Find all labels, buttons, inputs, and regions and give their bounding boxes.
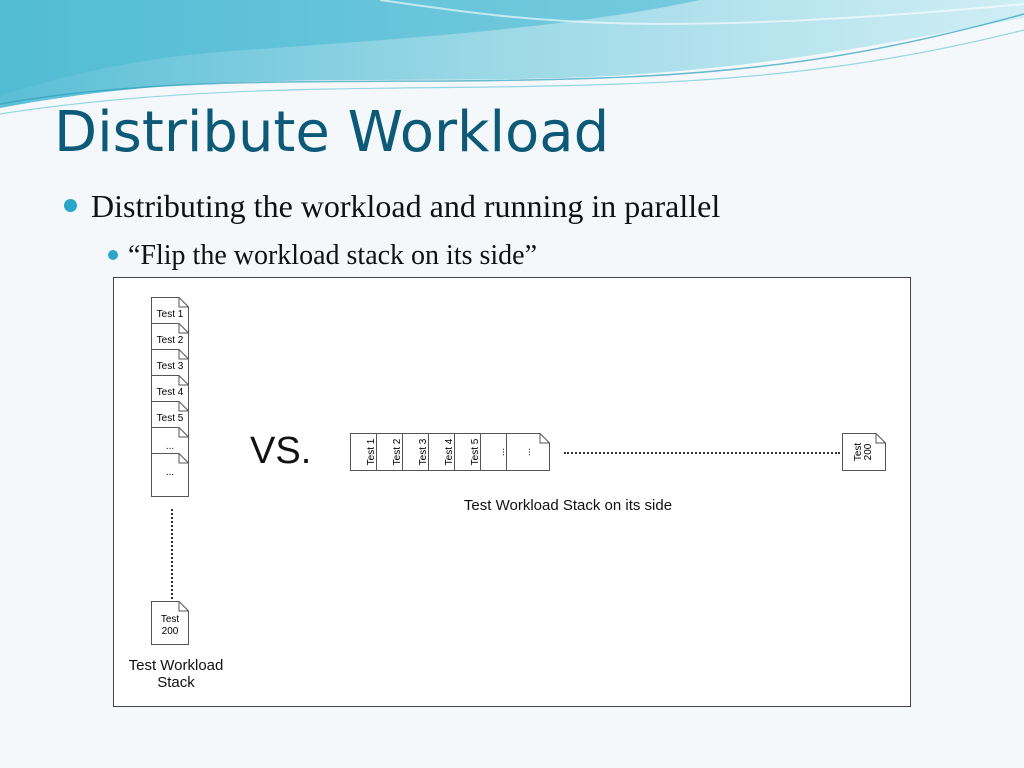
horizontal-test-label: Test 5 (470, 438, 481, 466)
slide-title: Distribute Workload (54, 100, 610, 165)
vertical-test-label: ... (165, 441, 175, 452)
horizontal-test-label: Test 4 (444, 438, 455, 466)
vertical-test-doc-last (151, 601, 189, 645)
horizontal-test-label: Test 2 (392, 438, 403, 466)
vs-label: VS. (250, 430, 312, 472)
vertical-test-label: Test 5 (156, 413, 184, 424)
horizontal-test-doc-last (842, 433, 886, 471)
horizontal-test-label: Test 1 (366, 438, 377, 466)
vertical-test-label: Test 4 (156, 387, 184, 398)
horizontal-ellipsis-dots (564, 452, 840, 454)
vertical-test-label: Test 200 (160, 614, 180, 637)
vertical-test-label: ... (165, 467, 175, 478)
bullet-text: Distributing the workload and running in parallel (91, 188, 721, 224)
horizontal-stack-caption: Test Workload Stack on its side (463, 497, 673, 514)
horizontal-test-doc (506, 433, 550, 471)
vertical-stack-caption: Test Workload Stack (128, 657, 224, 691)
bullet-dot-icon (108, 250, 118, 260)
horizontal-test-label: ... (522, 447, 533, 457)
horizontal-test-label: ... (496, 447, 507, 457)
bullet-item-level2 (108, 240, 537, 272)
vertical-test-label: Test 1 (156, 309, 184, 320)
bullet-dot-icon (64, 199, 77, 212)
vertical-test-label: Test 2 (156, 335, 184, 346)
bullet-text: “Flip the workload stack on its side” (128, 240, 538, 271)
workload-diagram (113, 277, 911, 707)
vertical-test-label: Test 3 (156, 361, 184, 372)
bullet-item-level1 (64, 188, 720, 225)
horizontal-test-label: Test 3 (418, 438, 429, 466)
vertical-test-doc (151, 453, 189, 497)
vertical-ellipsis-dots (171, 509, 173, 599)
horizontal-test-label: Test 200 (853, 442, 874, 462)
